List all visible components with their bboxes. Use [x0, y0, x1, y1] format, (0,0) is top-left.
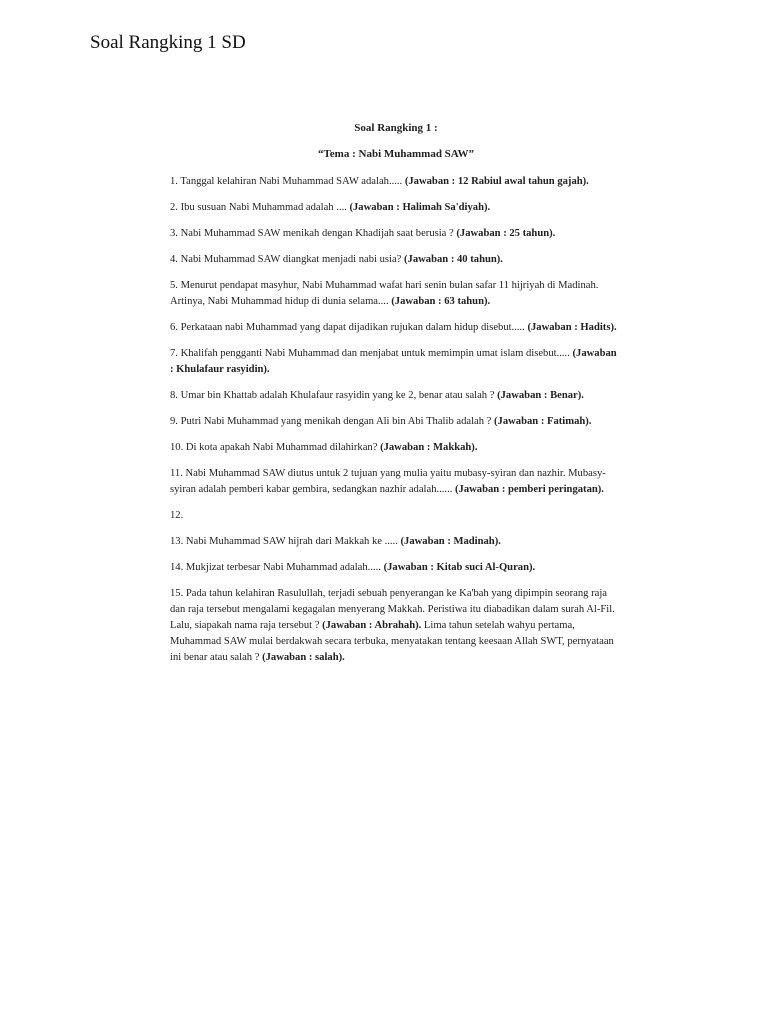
question-answer: (Jawaban : 12 Rabiul awal tahun gajah). — [404, 176, 589, 187]
question-text: 1. Tanggal kelahiran Nabi Muhammad SAW adalah..... — [170, 176, 405, 187]
question-item — [170, 174, 622, 190]
question-text: 8. Umar bin Khattab adalah Khulafaur rasyidin yang ke 2, benar atau salah ? — [170, 390, 498, 401]
document-theme: “Tema : Nabi Muhammad SAW” — [317, 148, 475, 160]
question-item — [170, 560, 622, 576]
question-item — [170, 586, 622, 666]
question-text: 10. Di kota apakah Nabi Muhammad dilahirkan? — [170, 442, 381, 453]
question-answer: (Jawaban : Halimah Sa'diyah). — [349, 202, 491, 213]
question-text-continued: Lima tahun setelah wahyu pertama, Muhammad SAW mulai berdakwah secara terbuka, menyatakan tentang keesaan Allah SWT, pernyataan ini benar atau salah ? — [170, 620, 614, 663]
question-answer: (Jawaban : Makkah). — [380, 442, 478, 453]
question-item — [170, 508, 622, 524]
document-title: Soal Rangking 1 : — [354, 122, 438, 134]
question-text: 9. Putri Nabi Muhammad yang menikah dengan Ali bin Abi Thalib adalah ? — [170, 416, 495, 427]
question-answer: (Jawaban : 40 tahun). — [404, 254, 503, 265]
question-text: 14. Mukjizat terbesar Nabi Muhammad adalah..... — [170, 562, 384, 573]
question-item — [170, 440, 622, 456]
question-answer: (Jawaban : Benar). — [497, 390, 584, 401]
question-item — [170, 534, 622, 550]
question-item — [170, 466, 622, 498]
question-answer: (Jawaban : Madinah). — [400, 536, 501, 547]
question-text: 3. Nabi Muhammad SAW menikah dengan Khadijah saat berusia ? — [170, 228, 457, 239]
question-item — [170, 320, 622, 336]
page-title: Soal Rangking 1 SD — [90, 32, 246, 53]
question-text: 12. — [170, 510, 184, 521]
question-text: 11. Nabi Muhammad SAW diutus untuk 2 tujuan yang mulia yaitu mubasy-syiran dan nazhir. Mubasy-syiran adalah pemberi kabar gembira, sedangkan nazhir adalah...... — [170, 468, 606, 495]
question-answer: (Jawaban : 63 tahun). — [391, 296, 491, 307]
question-item — [170, 346, 622, 378]
question-answer: (Jawaban : Khulafaur rasyidin). — [170, 348, 617, 375]
question-item — [170, 278, 622, 310]
question-text: 2. Ibu susuan Nabi Muhammad adalah .... — [170, 202, 350, 213]
question-text: 6. Perkataan nabi Muhammad yang dapat dijadikan rujukan dalam hidup disebut..... — [170, 322, 528, 333]
question-answer: (Jawaban : Hadits). — [527, 322, 617, 333]
question-text: 5. Menurut pendapat masyhur, Nabi Muhammad wafat hari senin bulan safar 11 hijriyah di Madinah. Artinya, Nabi Muhammad hidup di dunia selama.... — [170, 280, 599, 307]
question-item — [170, 388, 622, 404]
question-answer: (Jawaban : Kitab suci Al-Quran). — [383, 562, 536, 573]
question-item — [170, 252, 622, 268]
question-text: 4. Nabi Muhammad SAW diangkat menjadi nabi usia? — [170, 254, 405, 265]
question-answer: (Jawaban : Abrahah). — [322, 620, 422, 631]
question-item — [170, 226, 622, 242]
question-answer: (Jawaban : 25 tahun). — [456, 228, 556, 239]
question-item — [170, 200, 622, 216]
question-answer: (Jawaban : Fatimah). — [494, 416, 592, 427]
question-text: 7. Khalifah pengganti Nabi Muhammad dan menjabat untuk memimpin umat islam disebut..... — [170, 348, 573, 359]
question-answer-continued: (Jawaban : salah). — [262, 652, 345, 663]
question-text: 13. Nabi Muhammad SAW hijrah dari Makkah ke ..... — [170, 536, 401, 547]
document-body — [170, 120, 622, 676]
question-text: 15. Pada tahun kelahiran Rasulullah, terjadi sebuah penyerangan ke Ka'bah yang dipimpin seorang raja dan raja tersebut mengalami kegagalan menyerang Makkah. Peristiwa itu diabadikan dalam surah Al-Fil. Lalu, siapakah nama raja tersebut ? — [170, 588, 615, 631]
question-item — [170, 414, 622, 430]
question-answer: (Jawaban : pemberi peringatan). — [455, 484, 604, 495]
